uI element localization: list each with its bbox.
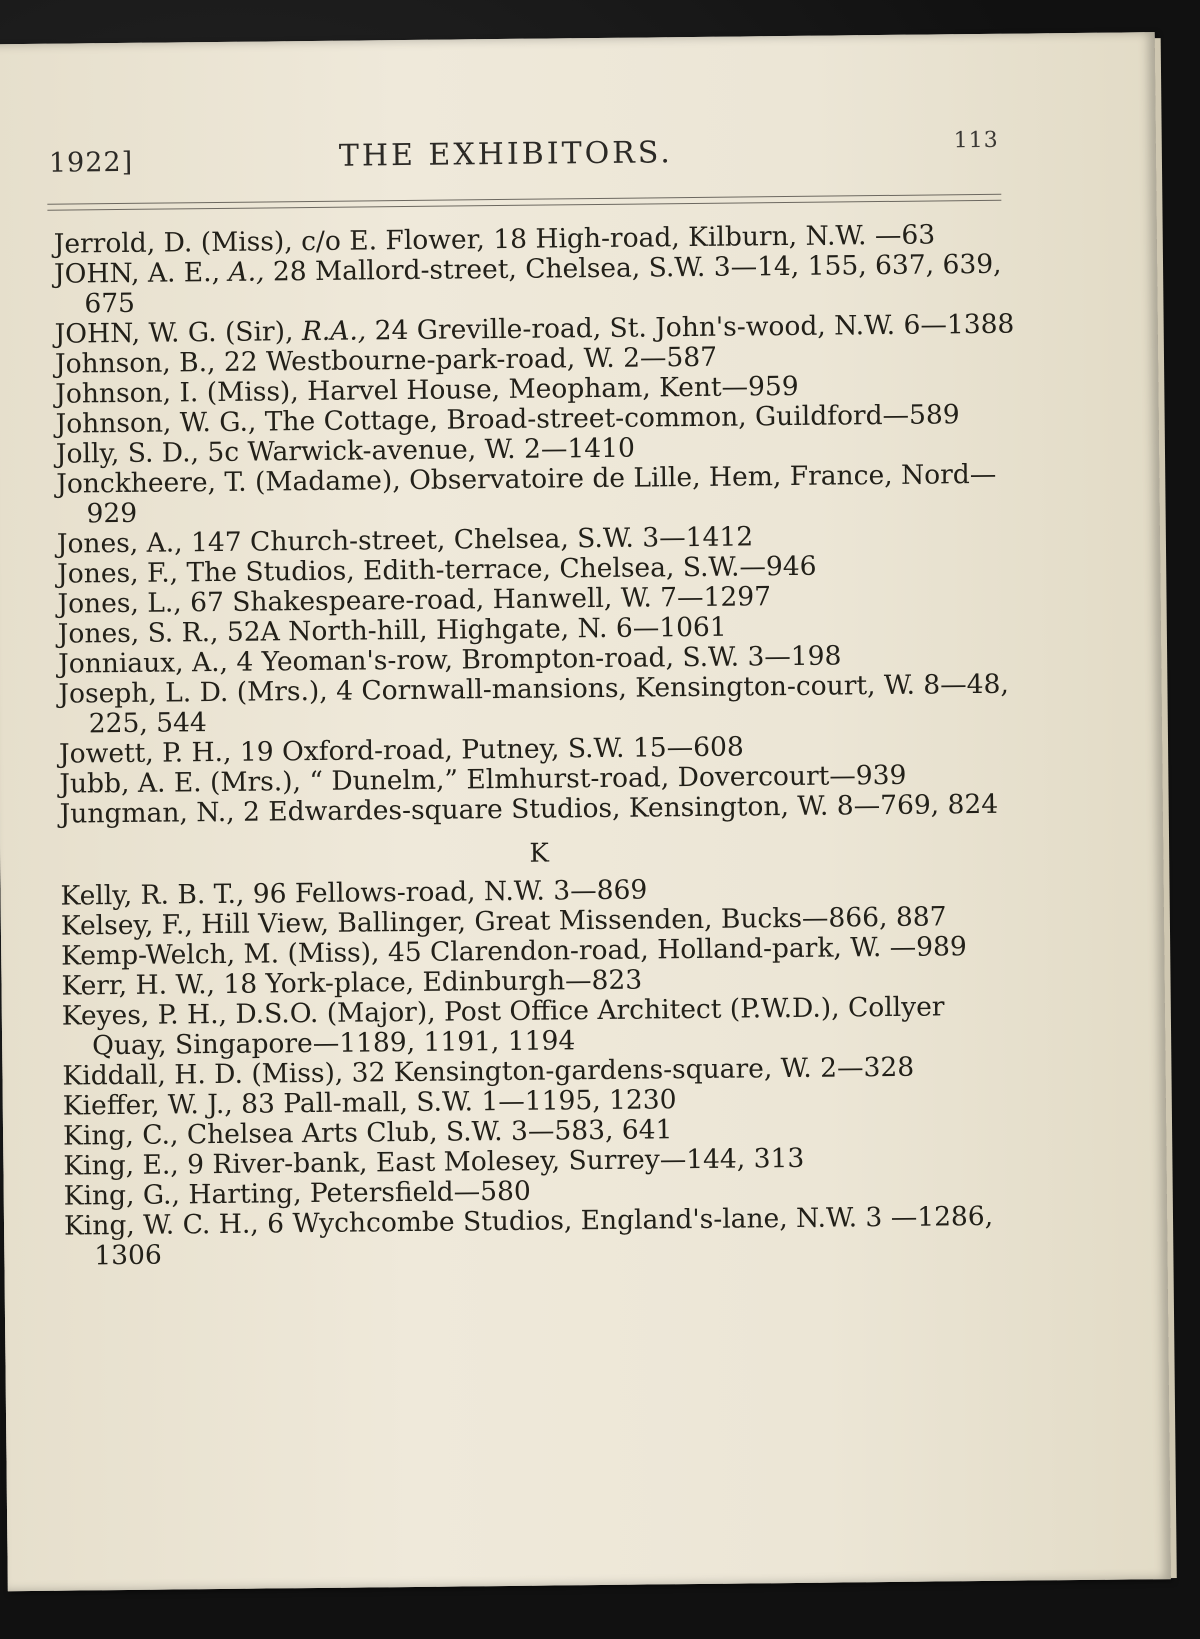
exhibitor-title: R.A., bbox=[301, 315, 367, 348]
exhibitor-detail: 28 Mallord-street, Chelsea, S.W. 3—14, 155, 637, 639, 675 bbox=[84, 248, 1002, 320]
exhibitor-name: Jubb, A. E. (Mrs.), bbox=[59, 766, 302, 800]
exhibitor-detail: c/o E. Flower, 18 High-road, Kilburn, N.W. —63 bbox=[300, 219, 936, 258]
exhibitor-name: Jolly, S. D., bbox=[55, 437, 200, 470]
exhibitor-name: Kelly, R. B. T., bbox=[60, 878, 245, 912]
exhibitor-detail: 32 Kensington-gardens-square, W. 2—328 bbox=[351, 1051, 915, 1089]
exhibitor-list bbox=[54, 220, 1025, 1272]
exhibitor-name: King, C., bbox=[62, 1119, 179, 1152]
exhibitor-name: Keyes, P. H., D.S.O. (Major), bbox=[61, 996, 436, 1032]
exhibitor-detail: The Cottage, Broad-street-common, Guildford—589 bbox=[264, 399, 960, 438]
exhibitor-name: Jerrold, D. (Miss), bbox=[53, 226, 293, 260]
exhibitor-detail: Harvel House, Meopham, Kent—959 bbox=[306, 370, 799, 408]
exhibitor-detail: Chelsea Arts Club, S.W. 3—583, 641 bbox=[186, 1114, 673, 1151]
section-letter: K bbox=[529, 838, 552, 869]
exhibitor-detail: Harting, Petersfield—580 bbox=[188, 1175, 531, 1211]
exhibitor-name: Jonniaux, A., bbox=[57, 646, 229, 680]
exhibitor-detail: 96 Fellows-road, N.W. 3—869 bbox=[252, 874, 648, 910]
exhibitor-name: JOHN, A. E., bbox=[53, 256, 221, 290]
exhibitor-name: Jones, A., bbox=[56, 527, 183, 560]
exhibitor-entry bbox=[58, 670, 1019, 740]
exhibitor-name: King, W. C. H., bbox=[63, 1208, 259, 1242]
running-header bbox=[48, 96, 999, 179]
exhibitor-name: Johnson, B., bbox=[54, 347, 216, 380]
exhibitor-detail: Post Office Architect (P.W.D.), Collyer Quay, Singapore—1189, 1191, 1194 bbox=[91, 991, 945, 1062]
exhibitor-title: A., bbox=[228, 256, 265, 288]
exhibitor-name: Kiddall, H. D. (Miss), bbox=[62, 1057, 344, 1092]
entries-k bbox=[60, 872, 1024, 1272]
exhibitor-entry bbox=[64, 1202, 1025, 1272]
exhibitor-detail: 4 Yeoman's-row, Brompton-road, S.W. 3—198 bbox=[236, 640, 842, 678]
exhibitor-name: Jones, L., bbox=[57, 587, 182, 620]
book-page bbox=[0, 32, 1171, 1591]
exhibitor-name: King, G., bbox=[63, 1179, 181, 1212]
exhibitor-detail: Hill View, Ballinger, Great Missenden, Bucks—866, 887 bbox=[201, 901, 947, 941]
exhibitor-detail: 19 Oxford-road, Putney, S.W. 15—608 bbox=[239, 731, 744, 768]
exhibitor-detail: 6 Wychcombe Studios, England's-lane, N.W. 3 —1286, 1306 bbox=[94, 1200, 994, 1272]
exhibitor-detail: 18 York-place, Edinburgh—823 bbox=[223, 964, 643, 1000]
exhibitor-detail: The Studios, Edith-terrace, Chelsea, S.W.—946 bbox=[186, 550, 817, 589]
exhibitor-detail: 22 Westbourne-park-road, W. 2—587 bbox=[223, 341, 718, 378]
page-title: THE EXHIBITORS. bbox=[338, 135, 673, 174]
exhibitor-name: King, E., bbox=[63, 1149, 179, 1182]
exhibitor-detail: 4 Cornwall-mansions, Kensington-court, W. 8—48, 225, 544 bbox=[88, 668, 1010, 740]
exhibitor-detail: 52A North-hill, Highgate, N. 6—1061 bbox=[226, 611, 727, 648]
exhibitor-detail: 45 Clarendon-road, Holland-park, W. —989 bbox=[387, 931, 967, 969]
exhibitor-name: Johnson, I. (Miss), bbox=[55, 376, 299, 410]
header-year: 1922] bbox=[48, 146, 134, 179]
exhibitor-name: Jonckheere, T. (Madame), bbox=[56, 465, 401, 500]
exhibitor-detail: 9 River-bank, East Molesey, Surrey—144, 313 bbox=[187, 1142, 805, 1181]
exhibitor-detail: “ Dunelm,” Elmhurst-road, Dovercourt—939 bbox=[309, 759, 907, 798]
entries-j bbox=[54, 220, 1020, 830]
page-number: 113 bbox=[953, 127, 999, 154]
exhibitor-name: Kelsey, F., bbox=[60, 909, 193, 942]
exhibitor-detail: 2 Edwardes-square Studios, Kensington, W. 8—769, 824 bbox=[242, 788, 999, 828]
exhibitor-name: Jones, F., bbox=[57, 557, 179, 590]
exhibitor-detail: 83 Pall-mall, S.W. 1—1195, 1230 bbox=[240, 1084, 677, 1120]
exhibitor-name: Joseph, L. D. (Mrs.), bbox=[58, 675, 328, 710]
exhibitor-detail: 67 Shakespeare-road, Hanwell, W. 7—1297 bbox=[190, 581, 772, 619]
exhibitor-name: JOHN, W. G. (Sir), bbox=[54, 316, 294, 350]
exhibitor-detail: 24 Greville-road, St. John's-wood, N.W. 6—1388 bbox=[374, 308, 1015, 347]
exhibitor-name: Kemp-Welch, M. (Miss), bbox=[61, 937, 380, 972]
exhibitor-name: Jungman, N., bbox=[59, 796, 235, 830]
exhibitor-name: Kerr, H. W., bbox=[61, 969, 216, 1002]
exhibitor-name: Kieffer, W. J., bbox=[62, 1088, 233, 1122]
exhibitor-name: Jowett, P. H., bbox=[58, 736, 232, 770]
exhibitor-detail: 147 Church-street, Chelsea, S.W. 3—1412 bbox=[190, 521, 754, 559]
exhibitor-name: Johnson, W. G., bbox=[55, 406, 257, 440]
exhibitor-entry bbox=[56, 460, 1017, 530]
header-rule-top bbox=[47, 194, 1001, 205]
exhibitor-detail: Observatoire de Lille, Hem, France, Nord—929 bbox=[86, 458, 997, 530]
exhibitor-name: Jones, S. R., bbox=[57, 616, 219, 650]
exhibitor-detail: 5c Warwick-avenue, W. 2—1410 bbox=[207, 432, 636, 469]
